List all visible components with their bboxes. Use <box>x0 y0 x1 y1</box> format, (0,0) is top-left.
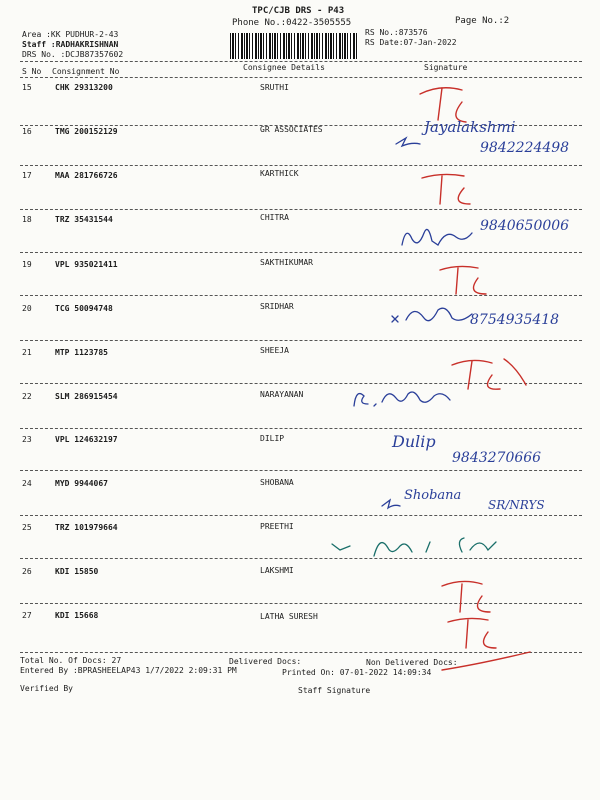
signature-mark <box>390 300 476 332</box>
signature-mark <box>440 648 540 676</box>
staff-label: Staff :RADHAKRISHNAN <box>22 40 119 49</box>
row-consignment: TCG 50094748 <box>55 304 113 313</box>
row-sno: 22 <box>22 392 32 401</box>
row-consignee: SHEEJA <box>260 346 289 355</box>
signature-mark <box>394 130 424 150</box>
row-sno: 20 <box>22 304 32 313</box>
row-consignment: MAA 281766726 <box>55 171 118 180</box>
handwritten-phone: 9840650006 <box>480 218 570 234</box>
row-consignee: DILIP <box>260 434 285 443</box>
handwritten-name: Dulip <box>392 432 436 451</box>
row-sno: 27 <box>22 611 32 620</box>
row-consignee: SAKTHIKUMAR <box>260 258 313 267</box>
row-divider <box>20 209 582 210</box>
handwritten-phone: 9842224498 <box>480 140 570 156</box>
signature-mark <box>420 170 480 210</box>
row-consignment: SLM 286915454 <box>55 392 118 401</box>
row-divider <box>20 515 582 516</box>
row-consignee: PREETHI <box>260 522 294 531</box>
row-divider <box>20 470 582 471</box>
col-sno: S No <box>22 67 42 76</box>
row-consignment: VPL 935021411 <box>55 260 118 269</box>
row-sno: 25 <box>22 523 32 532</box>
handwritten-name: Shobana <box>404 488 462 503</box>
row-consignment: TRZ 35431544 <box>55 215 113 224</box>
row-sno: 18 <box>22 215 32 224</box>
signature-mark <box>350 382 462 412</box>
row-consignment: MTP 1123785 <box>55 348 108 357</box>
printed-on: Printed On: 07-01-2022 14:09:34 <box>282 668 432 677</box>
row-consignee: LAKSHMI <box>260 566 294 575</box>
row-sno: 26 <box>22 567 32 576</box>
row-sno: 23 <box>22 435 32 444</box>
row-consignment: TMG 200152129 <box>55 127 118 136</box>
entered-by: Entered By :BPRASHEELAP43 1/7/2022 2:09:31 PM <box>20 666 237 675</box>
row-consignee: SRUTHI <box>260 83 289 92</box>
handwritten-name: Jayalakshmi <box>424 118 516 136</box>
row-consignee: GR ASSOCIATES <box>260 125 323 134</box>
header-divider-top <box>20 61 582 62</box>
row-divider <box>20 165 582 166</box>
barcode <box>230 33 358 59</box>
rs-date: RS Date:07-Jan-2022 <box>365 38 457 47</box>
signature-mark <box>438 262 494 298</box>
non-delivered-docs: Non Delivered Docs: <box>366 658 458 667</box>
col-consignment: Consignment No <box>52 67 120 76</box>
signature-mark <box>450 355 530 395</box>
handwritten-phone: 8754935418 <box>470 312 560 328</box>
total-docs: Total No. Of Docs: 27 <box>20 656 122 665</box>
row-sno: 15 <box>22 83 32 92</box>
signature-mark <box>330 530 500 566</box>
row-divider <box>20 252 582 253</box>
row-sno: 19 <box>22 260 32 269</box>
row-consignment: KDI 15850 <box>55 567 99 576</box>
handwritten-phone: 9843270666 <box>452 450 542 466</box>
row-consignment: CHK 29313200 <box>55 83 113 92</box>
row-divider <box>20 340 582 341</box>
row-consignee: LATHA SURESH <box>260 612 318 621</box>
row-sno: 17 <box>22 171 32 180</box>
header-divider-bottom <box>20 77 582 78</box>
handwritten-note: SR/NRYS <box>488 498 545 512</box>
row-consignment: MYD 9944067 <box>55 479 108 488</box>
report-title: TPC/CJB DRS - P43 <box>252 6 345 16</box>
drs-number: DRS No. :DCJB87357602 <box>22 50 124 59</box>
row-consignee: SHOBANA <box>260 478 294 487</box>
signature-mark <box>398 215 478 255</box>
row-consignment: KDI 15668 <box>55 611 99 620</box>
col-consignee: Consignee Details <box>243 63 325 72</box>
row-sno: 21 <box>22 348 32 357</box>
rs-number: RS No.:873576 <box>365 28 428 37</box>
row-divider <box>20 295 582 296</box>
staff-signature-label: Staff Signature <box>298 686 371 695</box>
signature-mark <box>380 494 404 512</box>
row-consignee: CHITRA <box>260 213 289 222</box>
area-label: Area :KK PUDHUR-2-43 <box>22 30 119 39</box>
phone-number: Phone No.:0422-3505555 <box>232 18 352 28</box>
row-consignment: TRZ 101979664 <box>55 523 118 532</box>
row-consignee: NARAYANAN <box>260 390 304 399</box>
row-consignee: KARTHICK <box>260 169 299 178</box>
delivered-docs: Delivered Docs: <box>229 657 302 666</box>
row-consignment: VPL 124632197 <box>55 435 118 444</box>
signature-mark <box>440 576 500 616</box>
col-signature: Signature <box>424 63 468 72</box>
row-divider <box>20 428 582 429</box>
page-number: Page No.:2 <box>455 16 510 26</box>
row-sno: 16 <box>22 127 32 136</box>
verified-by: Verified By <box>20 684 73 693</box>
row-sno: 24 <box>22 479 32 488</box>
row-consignee: SRIDHAR <box>260 302 294 311</box>
